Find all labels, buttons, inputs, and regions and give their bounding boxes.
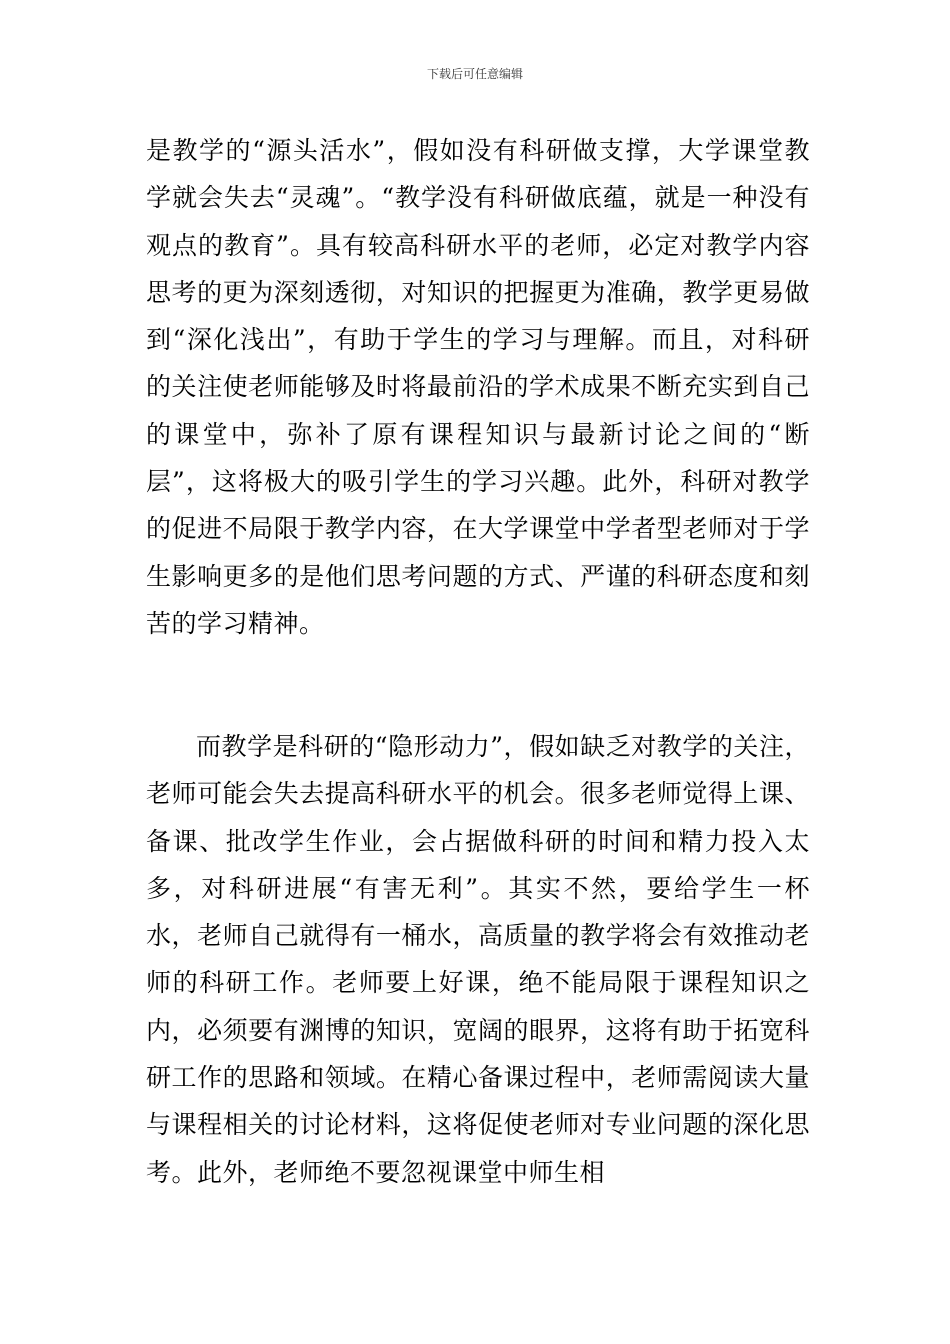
paragraph-2: 而教学是科研的“隐形动力”，假如缺乏对教学的关注，老师可能会失去提高科研水平的机会。很多老师觉得上课、备课、批改学生作业，会占据做科研的时间和精力投入太多，对科研进展“有害无利”。其实不然，要给学生一杯水，老师自己就得有一桶水，高质量的教学将会有效推动老师的科研工作。老师要上好课，绝不能局限于课程知识之内，必须要有渊博的知识，宽阔的眼界，这将有助于拓宽科研工作的思路和领域。在精心备课过程中，老师需阅读大量与课程相关的讨论材料，这将促使老师对专业问题的深化思考。此外，老师绝不要忽视课堂中师生相: [146, 732, 810, 1187]
paragraph-1: 是教学的“源头活水”，假如没有科研做支撑，大学课堂教学就会失去“灵魂”。“教学没有科研做底蕴，就是一种没有观点的教育”。具有较高科研水平的老师，必定对教学内容思考的更为深刻透彻，对知识的把握更为准确，教学更易做到“深化浅出”，有助于学生的学习与理解。而且，对科研的关注使老师能够及时将最前沿的学术成果不断充实到自己的课堂中，弥补了原有课程知识与最新讨论之间的“断层”，这将极大的吸引学生的学习兴趣。此外，科研对教学的促进不局限于教学内容，在大学课堂中学者型老师对于学生影响更多的是他们思考问题的方式、严谨的科研态度和刻苦的学习精神。: [146, 136, 810, 638]
page-header: 下载后可任意编辑: [426, 67, 523, 81]
